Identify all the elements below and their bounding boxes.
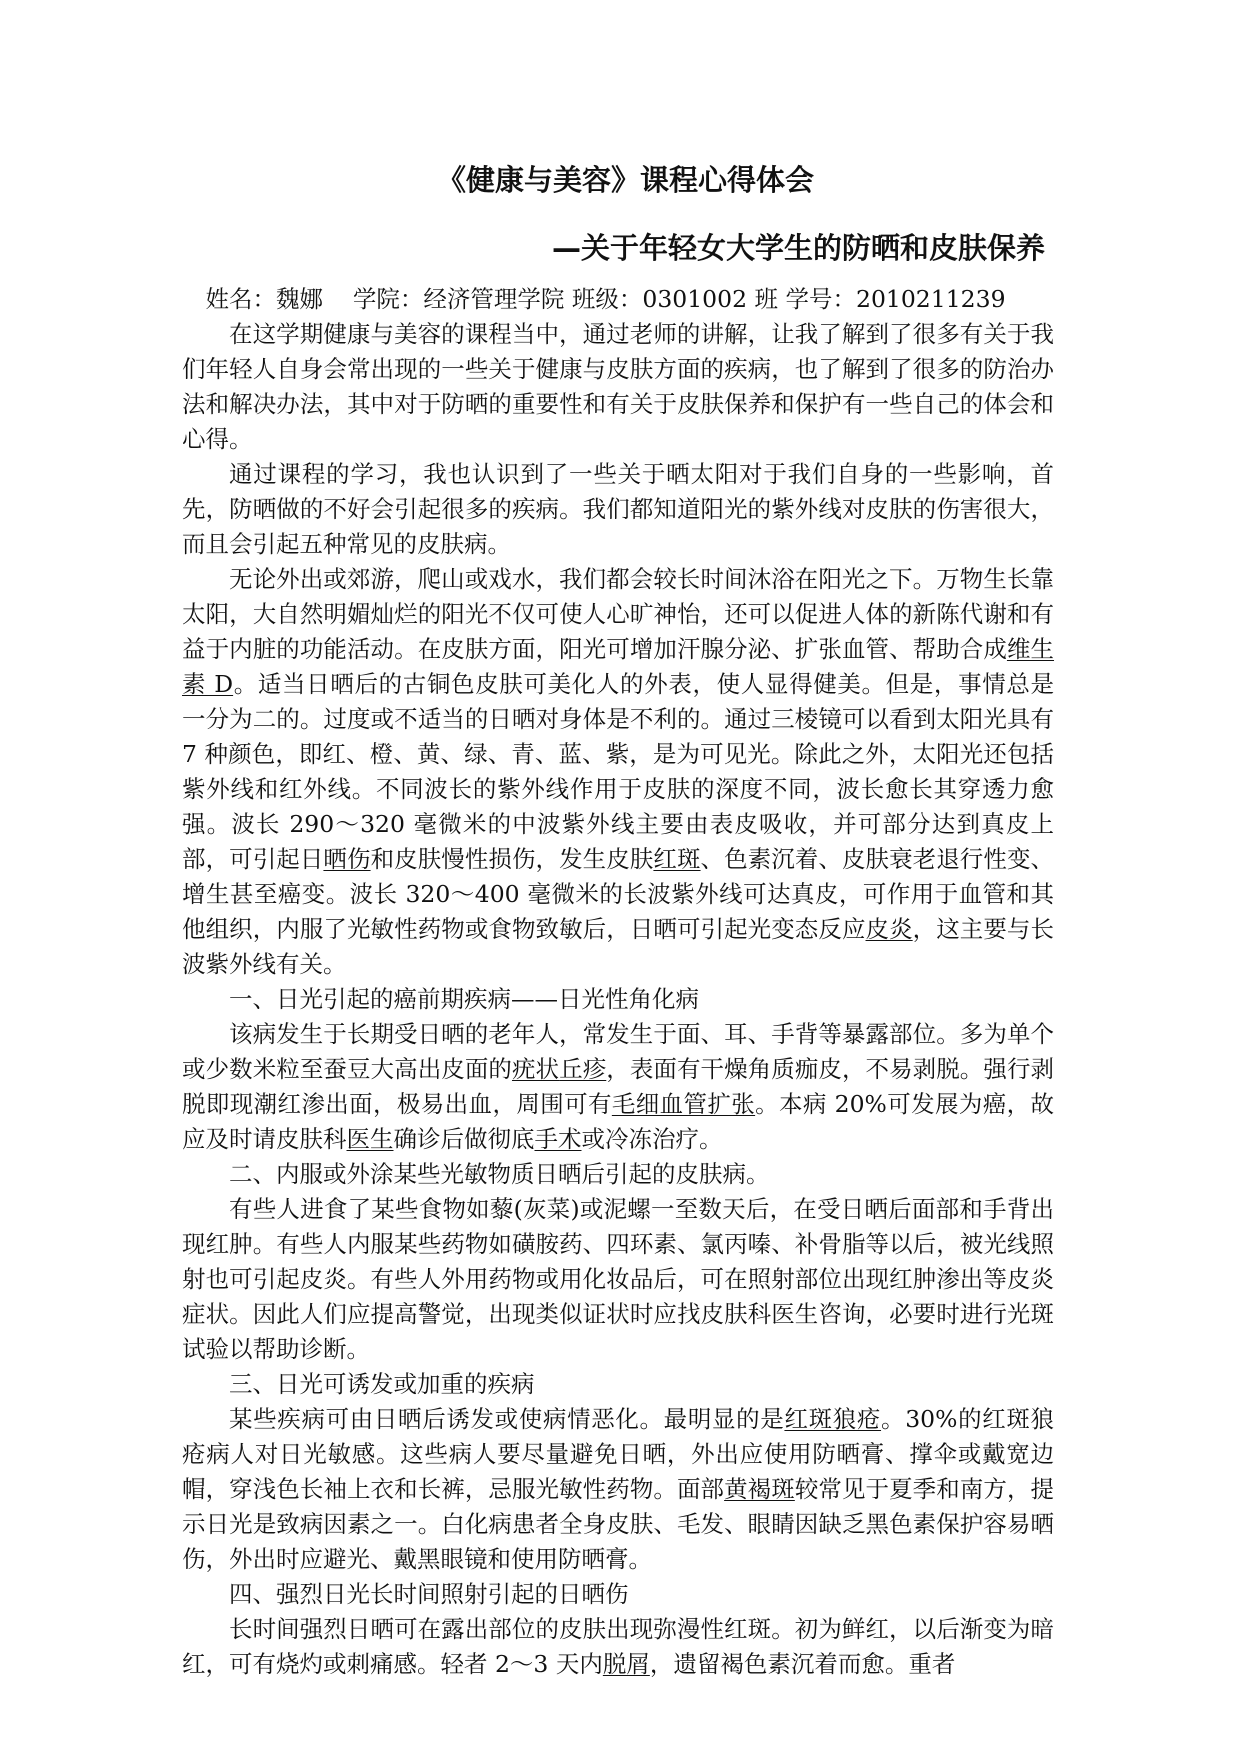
document-title: 《健康与美容》课程心得体会 <box>436 163 814 197</box>
link-verrucous[interactable]: 疣状 <box>511 1055 560 1083</box>
link-doctor[interactable]: 医生 <box>346 1125 394 1153</box>
link-sunburn[interactable]: 晒伤 <box>323 845 371 873</box>
section-heading-2: 二、内服或外涂某些光敏物质日晒后引起的皮肤病。 <box>229 1160 770 1188</box>
paragraph-text: 该病发生于长期受日晒的老年人，常发生于面、耳、手背等暴露部位。多为单个或少数米粒至蚕豆大高出皮面的 <box>182 1020 1054 1083</box>
paragraph-text: 、色素沉着、皮肤衰老退行性变、增生甚至癌变。波长 320～400 毫微米的长波紫外线可达真皮，可作用于血管和其他组织，内服了光敏性药物或食物致敏后，日晒可引起光变态反应 <box>182 845 1055 943</box>
link-dermatitis[interactable]: 皮炎 <box>865 915 913 943</box>
paragraph-text: 某些疾病可由日晒后诱发或使病情恶化。最明显的是 <box>229 1405 785 1433</box>
section-heading-4: 四、强烈日光长时间照射引起的日晒伤 <box>229 1580 629 1608</box>
class-value: 0301002 班 <box>642 285 779 313</box>
link-papule[interactable]: 丘疹 <box>559 1055 607 1083</box>
student-info-line <box>182 282 1054 317</box>
student-name: 魏娜 <box>276 285 323 313</box>
link-surgery[interactable]: 手术 <box>534 1125 582 1153</box>
paragraph-text: 或冷冻治疗。 <box>581 1125 723 1153</box>
paragraph-text: 无论外出或郊游，爬山或戏水，我们都会较长时间沐浴在阳光之下。万物生长靠太阳，大自然明媚灿烂的阳光不仅可使人心旷神怡，还可以促进人体的新陈代谢和有益于内脏的功能活动。在皮肤方面，阳光可增加汗腺分泌、扩张血管、帮助合成 <box>182 565 1054 663</box>
paragraph-text: 确诊后做彻底 <box>393 1125 535 1153</box>
paragraph-3 <box>182 562 1054 982</box>
link-chloasma[interactable]: 黄褐斑 <box>724 1475 795 1503</box>
paragraph-5: 有些人进食了某些食物如藜(灰菜)或泥螺一至数天后，在受日晒后面部和手背出现红肿。有些人内服某些药物如磺胺药、四环素、氯丙嗪、补骨脂等以后，被光线照射也可引起皮炎。有些人外用药物或用化妆品后，可在照射部位出现红肿渗出等皮炎症状。因此人们应提高警觉，出现类似证状时应找皮肤科医生咨询，必要时进行光斑试验以帮助诊断。 <box>182 1195 1054 1363</box>
paragraph-text: 和皮肤慢性损伤，发生皮肤 <box>370 845 654 873</box>
paragraph-text: 。适当日晒后的古铜色皮肤可美化人的外表，使人显得健美。但是，事情总是一分为二的。过度或不适当的日晒对身体是不利的。通过三棱镜可以看到太阳光具有 7 种颜色，即红、橙、黄、绿、青、蓝、紫，是为可见光。除此之外，太阳光还包括紫外线和红外线。不同波长的紫外线作用于皮肤的深度不同，波长愈长其穿透力愈强。波长 290～320 毫微米的中波紫外线主要由表皮吸收，并可部分达到真皮上部，可引起日 <box>182 670 1055 873</box>
section-heading-1: 一、日光引起的癌前期疾病——日光性角化病 <box>229 985 699 1013</box>
section-heading-3: 三、日光可诱发或加重的疾病 <box>229 1370 535 1398</box>
link-desquamation[interactable]: 脱屑 <box>602 1650 650 1678</box>
link-telangiectasia[interactable]: 毛细血管扩张 <box>611 1090 756 1118</box>
link-lupus[interactable]: 红斑狼疮 <box>784 1405 882 1433</box>
document-subtitle: —关于年轻女大学生的防晒和皮肤保养 <box>551 231 1045 265</box>
link-erythema[interactable]: 红斑 <box>653 845 701 873</box>
paragraph-text: 。本病 20%可发展为癌，故应及时请皮肤科 <box>182 1090 1055 1153</box>
class-label: 班级： <box>571 285 643 313</box>
paragraph-text: 长时间强烈日晒可在露出部位的皮肤出现弥漫性红斑。初为鲜红，以后渐变为暗红，可有烧灼或刺痛感。轻者 2～3 天内 <box>182 1615 1054 1678</box>
link-vitamin-d[interactable]: 维生素 D <box>182 635 1055 698</box>
paragraph-text: ，这主要与长波紫外线有关。 <box>182 915 1055 978</box>
paragraph-6 <box>182 1402 1054 1577</box>
name-label: 姓名： <box>205 285 276 313</box>
paragraph-text: ，遗留褐色素沉着而愈。重者 <box>649 1650 956 1678</box>
paragraph-text: 。30%的红斑狼疮病人对日光敏感。这些病人要尽量避免日晒，外出应使用防晒膏、撑伞或戴宽边帽，穿浅色长袖上衣和长裤，忌服光敏性药物。面部 <box>182 1405 1055 1503</box>
paragraph-2: 通过课程的学习，我也认识到了一些关于晒太阳对于我们自身的一些影响，首先，防晒做的不好会引起很多的疾病。我们都知道阳光的紫外线对皮肤的伤害很大，而且会引起五种常见的皮肤病。 <box>182 460 1054 558</box>
id-label: 学号： <box>785 285 856 313</box>
student-id: 2010211239 <box>856 285 1006 313</box>
college-label: 学院： <box>352 285 424 313</box>
paragraph-1: 在这学期健康与美容的课程当中，通过老师的讲解，让我了解到了很多有关于我们年轻人自身会常出现的一些关于健康与皮肤方面的疾病，也了解到了很多的防治办法和解决办法，其中对于防晒的重要性和有关于皮肤保养和保护有一些自己的体会和心得。 <box>182 320 1054 453</box>
paragraph-text: ，表面有干燥角质痂皮，不易剥脱。强行剥脱即现潮红渗出面，极易出血，周围可有 <box>182 1055 1055 1118</box>
paragraph-4 <box>182 1017 1054 1157</box>
document-body <box>182 282 1054 1682</box>
college-value: 经济管理学院 <box>423 285 565 313</box>
paragraph-7 <box>182 1612 1054 1682</box>
paragraph-text: 较常见于夏季和南方，提示日光是致病因素之一。白化病患者全身皮肤、毛发、眼睛因缺乏黑色素保护容易晒伤，外出时应避光、戴黑眼镜和使用防晒膏。 <box>182 1475 1055 1573</box>
